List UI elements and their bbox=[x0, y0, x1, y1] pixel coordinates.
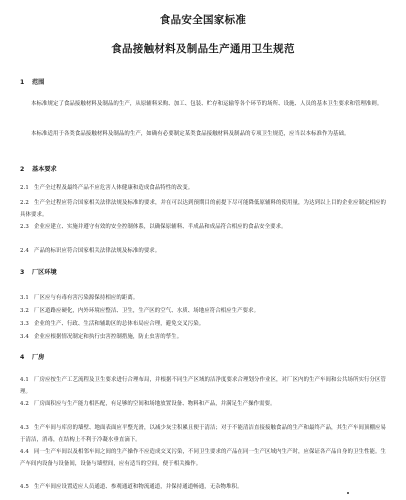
clause-text: 厂区道路应硬化，内外环境应整洁、卫生，生产区的空气、水质、场地应符合相应生产要求。 bbox=[34, 308, 260, 314]
clause-number: 4.4 bbox=[20, 449, 29, 455]
section-1-title: 范围 bbox=[32, 79, 45, 86]
clause-text: 生产全过程应符合国家相关法律法规及标准的要求，并在可以达到预期目的前提下尽可能降低原辅料的使用量，为达到以上目的企业应制定相应的具体要求。 bbox=[20, 200, 386, 219]
clause-2-3 bbox=[20, 221, 386, 233]
document-title-line-2: 食品接触材料及制品生产通用卫生规范 bbox=[111, 43, 295, 55]
section-2-title: 基本要求 bbox=[32, 166, 57, 173]
clause-2-4 bbox=[20, 245, 386, 257]
section-3-heading bbox=[20, 267, 57, 276]
section-4-number: 4 bbox=[20, 354, 25, 361]
clause-text: 厂区应与有毒有害污染源保持相应的距离。 bbox=[34, 295, 139, 301]
clause-3-2 bbox=[20, 305, 386, 317]
section-4-heading bbox=[20, 352, 44, 361]
clause-3-1 bbox=[20, 292, 386, 304]
section-1-heading bbox=[20, 77, 44, 86]
clause-text: 企业应根据情况制定和执行虫害控制措施，防止虫害的孳生。 bbox=[34, 334, 183, 340]
clause-number: 4.2 bbox=[20, 401, 29, 407]
clause-4-4 bbox=[20, 446, 386, 470]
section-3-title: 厂区环境 bbox=[32, 269, 57, 276]
clause-text: 同一生产车间以及相邻车间之间的生产操作不应造成交叉污染，不同卫生要求的产品在同一生产区域内生产时，应保证各产品自身的卫生性能。生产车间内设备与设备间，设备与墙壁间，应有适当的空间，便于相关操作。 bbox=[20, 449, 386, 468]
section-1-number: 1 bbox=[20, 79, 25, 86]
clause-number: 2.3 bbox=[20, 224, 29, 230]
section-1-paragraph-2: 本标准适用于各类食品接触材料及制品的生产，如确有必要制定某类食品接触材料及制品的专项卫生规范，应当以本标准作为基础。 bbox=[31, 131, 350, 137]
clause-2-2 bbox=[20, 197, 386, 221]
clause-text: 企业应建立、实施并遵守有效的安全控制体系，以确保原辅料、半成品和成品符合相应的食品安全要求。 bbox=[34, 224, 287, 230]
section-1-paragraph-1: 本标准规定了食品接触材料及制品的生产，从原辅料采购、加工、包装、贮存和运输等各个环节的场所、设施、人员的基本卫生要求和管理准则。 bbox=[31, 101, 383, 107]
clause-text: 产品的标识应符合国家相关法律法规及标准的要求。 bbox=[34, 248, 161, 254]
clause-number: 3.2 bbox=[20, 308, 29, 314]
clause-number: 2.1 bbox=[20, 185, 29, 191]
clause-number: 4.5 bbox=[20, 484, 29, 490]
clause-number: 4.3 bbox=[20, 425, 29, 431]
clause-text: 厂房面积应与生产能力相匹配，有足够的空间和场地放置设备、物料和产品，并满足生产操作需要。 bbox=[34, 401, 276, 407]
clause-4-3 bbox=[20, 422, 386, 446]
clause-text: 生产车间与库房的墙壁、地面表面应平整光滑，以减少灰尘积累且便于清洁；对于不能清洁直接接触食品的生产和最终产品，其生产车间顶棚应易于清洁，消毒，在结构上不利于冷凝水垂直滴下。 bbox=[20, 425, 386, 444]
clause-3-3 bbox=[20, 318, 386, 330]
clause-2-1 bbox=[20, 182, 386, 194]
document-title-line-1: 食品安全国家标准 bbox=[159, 14, 247, 26]
clause-4-1 bbox=[20, 374, 386, 398]
clause-text: 生产全过程及最终产品不应危害人体健康和造成食品特性的改变。 bbox=[34, 185, 194, 191]
clause-number: 3.3 bbox=[20, 321, 29, 327]
page-mark-dot bbox=[347, 492, 349, 494]
clause-text: 企业的生产、行政、生活和辅助区的总体布局应合理，避免交叉污染。 bbox=[34, 321, 205, 327]
section-2-number: 2 bbox=[20, 166, 25, 173]
clause-4-2 bbox=[20, 398, 386, 410]
clause-number: 3.1 bbox=[20, 295, 29, 301]
clause-number: 3.4 bbox=[20, 334, 29, 340]
section-2-heading bbox=[20, 164, 57, 173]
clause-number: 2.4 bbox=[20, 248, 29, 254]
clause-number: 2.2 bbox=[20, 200, 29, 206]
clause-text: 生产车间应设置适应人员通道、参观通道和物流通道，并保持通道畅通，无杂物堆积。 bbox=[34, 484, 243, 490]
section-4-title: 厂房 bbox=[32, 354, 45, 361]
clause-3-4 bbox=[20, 331, 386, 343]
clause-4-5 bbox=[20, 481, 386, 493]
clause-text: 厂房应按生产工艺流程及卫生要求进行合理布局，并根据不同生产区域的洁净度要求合理划分作业区，对厂区内的生产车间和公共场所实行分区管理。 bbox=[20, 377, 386, 396]
clause-number: 4.1 bbox=[20, 377, 29, 383]
section-3-number: 3 bbox=[20, 269, 25, 276]
